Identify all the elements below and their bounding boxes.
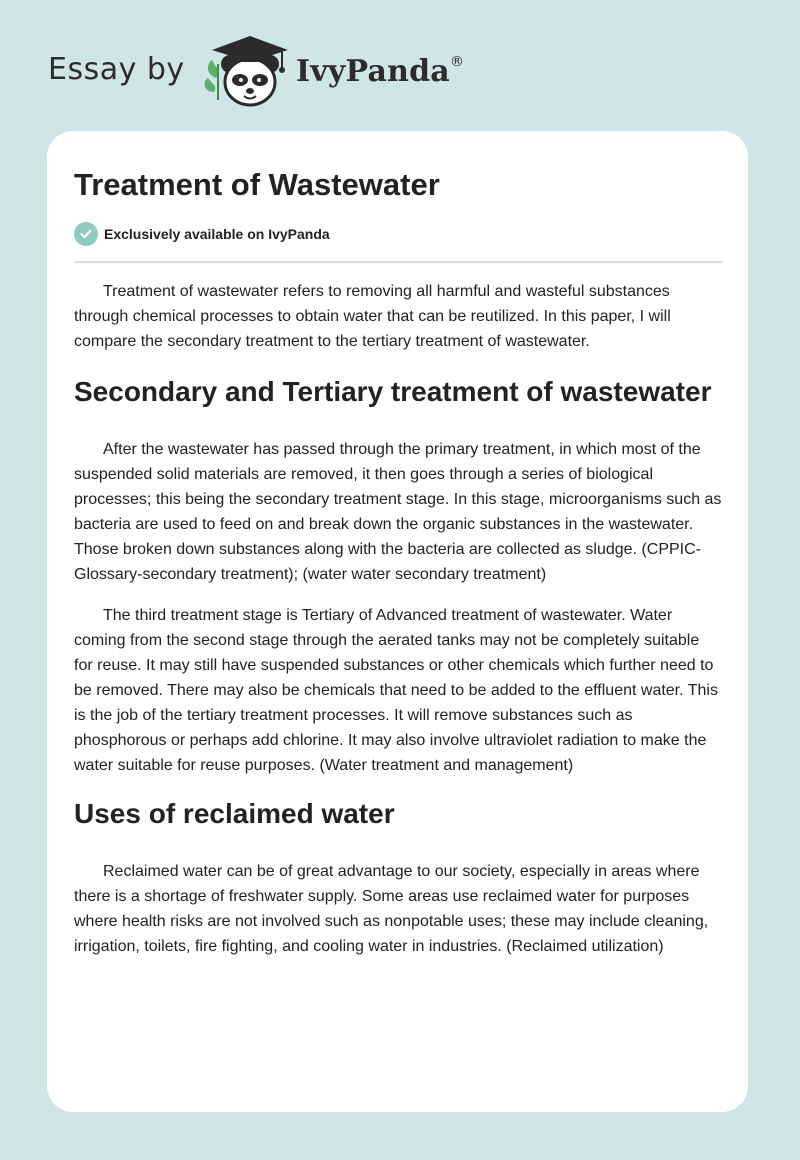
paragraph-tertiary: The third treatment stage is Tertiary of Advanced treatment of wastewater. Water coming from the second stage through the aerated tanks may not be completely suitable for reuse. It may still have suspended substances or other chemicals which further need to be removed. There may also be chemicals that need to be added to the effluent water. This is the job of the tertiary treatment processes. It will remove substances such as phosphorous or perhaps add chlorine. It may also involve ultraviolet radiation to make the water suitable for reuse purposes. (Water treatment and management) — [74, 607, 718, 774]
exclusive-label: Exclusively available on IvyPanda — [104, 226, 330, 242]
paragraph-reclaimed: Reclaimed water can be of great advantage to our society, especially in areas where there is a shortage of freshwater supply. Some areas use reclaimed water for purposes where health risks are not involved such as nonpotable uses; these may include cleaning, irrigation, toilets, fire fighting, and cooling water in industries. (Reclaimed utilization) — [74, 863, 709, 955]
brand-name[interactable] — [296, 54, 464, 89]
divider — [74, 261, 723, 263]
section-heading-reclaimed: Uses of reclaimed water — [74, 798, 395, 829]
essay-card — [47, 131, 748, 1112]
essay-by-label: Essay by — [48, 52, 185, 87]
registered-mark: ® — [449, 54, 465, 70]
exclusive-badge — [74, 221, 722, 247]
brand-text: IvyPanda — [296, 54, 450, 89]
page-title: Treatment of Wastewater — [74, 167, 440, 202]
section-heading-secondary-tertiary: Secondary and Tertiary treatment of wastewater — [74, 376, 712, 407]
check-circle-icon — [74, 222, 98, 246]
site-header — [48, 34, 508, 114]
intro-paragraph: Treatment of wastewater refers to removing all harmful and wasteful substances through chemical processes to obtain water that can be reutilized. In this paper, I will compare the secondary treatment to the tertiary treatment of wastewater. — [74, 283, 671, 350]
panda-graduate-icon[interactable] — [202, 34, 294, 110]
paragraph-secondary: After the wastewater has passed through the primary treatment, in which most of the suspended solid materials are removed, it then goes through a series of biological processes; this being the secondary treatment stage. In this stage, microorganisms such as bacteria are used to feed on and break down the organic substances in the wastewater. Those broken down substances along with the bacteria are collected as sludge. (CPPIC-Glossary-secondary treatment); (water water secondary treatment) — [74, 441, 722, 583]
